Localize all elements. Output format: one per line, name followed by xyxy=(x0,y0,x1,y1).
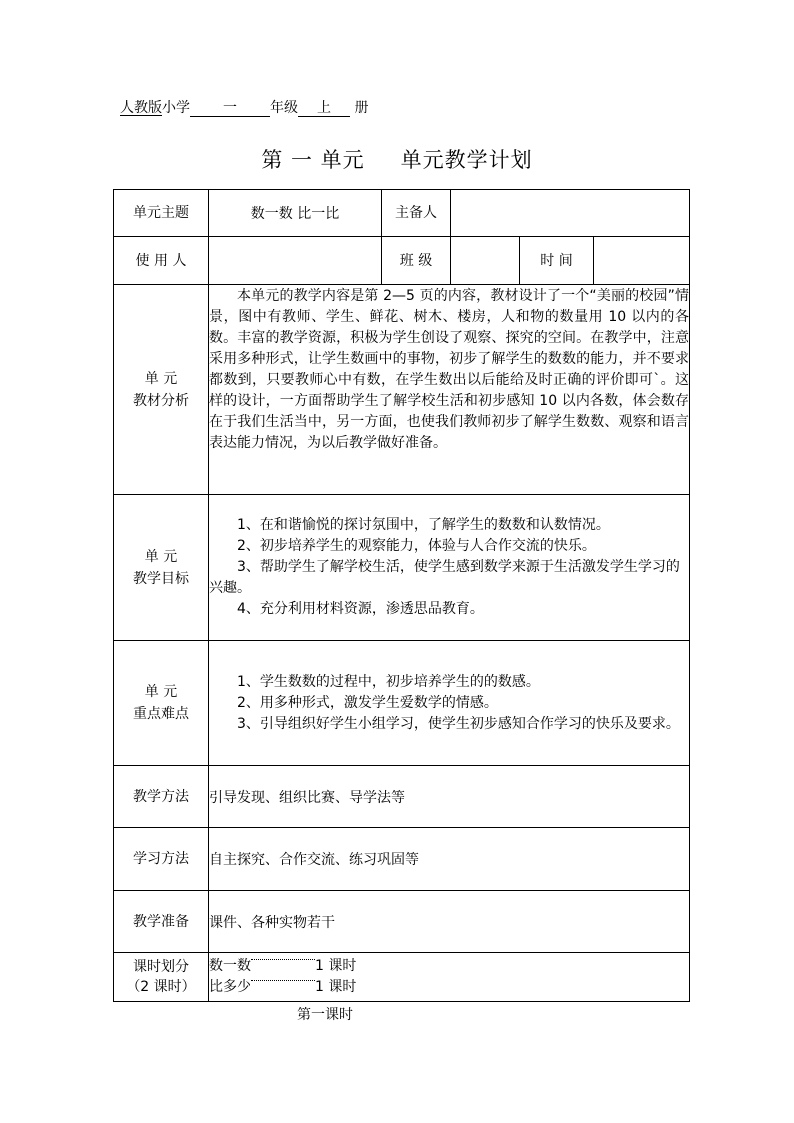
learning-method-label: 学习方法 xyxy=(114,828,209,891)
teaching-method-value: 引导发现、组织比赛、导学法等 xyxy=(209,766,690,828)
goal-item: 4、充分利用材料资源，渗透思品教育。 xyxy=(237,601,484,617)
schedule-item-hours: 1 课时 xyxy=(315,979,357,995)
analysis-label-bottom: 教材分析 xyxy=(133,392,189,409)
goals-label-bottom: 教学目标 xyxy=(133,570,189,587)
title-plan: 单元教学计划 xyxy=(400,148,533,172)
unit-plan-table xyxy=(113,189,690,1002)
user-value xyxy=(209,237,382,285)
schedule-label-bottom: （2 课时） xyxy=(126,979,196,995)
analysis-content xyxy=(209,285,690,495)
schedule-item-hours: 1 课时 xyxy=(315,958,357,974)
table-row-analysis xyxy=(114,285,690,495)
page-title xyxy=(0,144,794,174)
time-label: 时 间 xyxy=(520,237,594,285)
schedule-label-top: 课时划分 xyxy=(133,959,189,975)
class-label: 班 级 xyxy=(382,237,451,285)
schedule-content xyxy=(209,953,690,1002)
key-point-item: 2、用多种形式，激发学生爱数学的情感。 xyxy=(237,694,498,711)
schedule-item xyxy=(209,977,689,998)
goal-item: 2、初步培养学生的观察能力，体验与人合作交流的快乐。 xyxy=(237,538,596,554)
preparation-value: 课件、各种实物若干 xyxy=(209,891,690,953)
teaching-method-label: 教学方法 xyxy=(114,766,209,828)
table-row-teaching-method xyxy=(114,766,690,828)
key-points-label xyxy=(114,641,209,766)
key-points-label-top: 单 元 xyxy=(144,684,178,700)
table-row-goals xyxy=(114,495,690,641)
grade-label: 年级 xyxy=(270,100,298,116)
schedule-item-name: 数一数 xyxy=(209,958,251,974)
wavy-divider xyxy=(251,980,315,981)
document-header xyxy=(120,97,368,117)
goals-label-top: 单 元 xyxy=(144,548,178,565)
user-label: 使 用 人 xyxy=(114,237,209,285)
preparer-value xyxy=(451,190,690,237)
class-value xyxy=(451,237,520,285)
book-label: 册 xyxy=(354,100,369,116)
analysis-label-top: 单 元 xyxy=(144,370,178,387)
table-row-topic xyxy=(114,190,690,237)
schedule-item-name: 比多少 xyxy=(209,979,251,995)
learning-method-value: 自主探究、合作交流、练习巩固等 xyxy=(209,828,690,891)
preparer-label: 主备人 xyxy=(382,190,451,237)
goals-content xyxy=(209,495,690,641)
table-row-preparation xyxy=(114,891,690,953)
topic-value: 数一数 比一比 xyxy=(209,190,382,237)
topic-label: 单元主题 xyxy=(114,190,209,237)
goal-item: 1、在和谐愉悦的探讨氛围中，了解学生的数数和认数情况。 xyxy=(237,517,610,533)
analysis-text: 本单元的教学内容是第 2—5 页的内容，教材设计了一个“美丽的校园”情景，图中有教师、学生、鲜花、树木、楼房，人和物的数量用 10 以内的各数。丰富的教学资源，积极为学生创设了观察、探究的空间。在教学中，注意采用多种形式，让学生数画中的事物，初步了解学生的数数的能力，并不要求都数到，只要教师心中有数，在学生数出以后能给及时正确的评价即可`。这样的设计，一方面帮助学生了解学校生活和初步感知 10 以内各数，体会数存在于我们生活当中，另一方面，也使我们教师初步了解学生数数、观察和语言表达能力情况，为以后教学做好准备。 xyxy=(209,288,690,451)
table-row-learning-method xyxy=(114,828,690,891)
goals-label xyxy=(114,495,209,641)
preparation-label: 教学准备 xyxy=(114,891,209,953)
term-value: 上 xyxy=(298,101,350,117)
schedule-label xyxy=(114,953,209,1002)
grade-value: 一 xyxy=(190,101,270,117)
footer-lesson-title: 第一课时 xyxy=(297,1007,353,1023)
table-row-key-points xyxy=(114,641,690,766)
goal-item: 3、帮助学生了解学校生活，使学生感到数学来源于生活激发学生学习的兴趣。 xyxy=(209,559,680,596)
publisher-label: 人教版 xyxy=(120,100,162,116)
key-point-item: 1、学生数数的过程中，初步培养学生的的数感。 xyxy=(237,673,540,690)
key-point-item: 3、引导组织好学生小组学习，使学生初步感知合作学习的快乐及要求。 xyxy=(237,715,680,732)
wavy-divider xyxy=(251,959,315,960)
table-row-schedule xyxy=(114,953,690,1002)
analysis-label xyxy=(114,285,209,495)
title-unit: 第 一 单元 xyxy=(261,148,365,172)
table-row-user xyxy=(114,237,690,285)
key-points-label-bottom: 重点难点 xyxy=(133,706,189,722)
school-label: 小学 xyxy=(162,100,190,116)
key-points-content xyxy=(209,641,690,766)
schedule-item xyxy=(209,956,689,977)
time-value xyxy=(594,237,690,285)
